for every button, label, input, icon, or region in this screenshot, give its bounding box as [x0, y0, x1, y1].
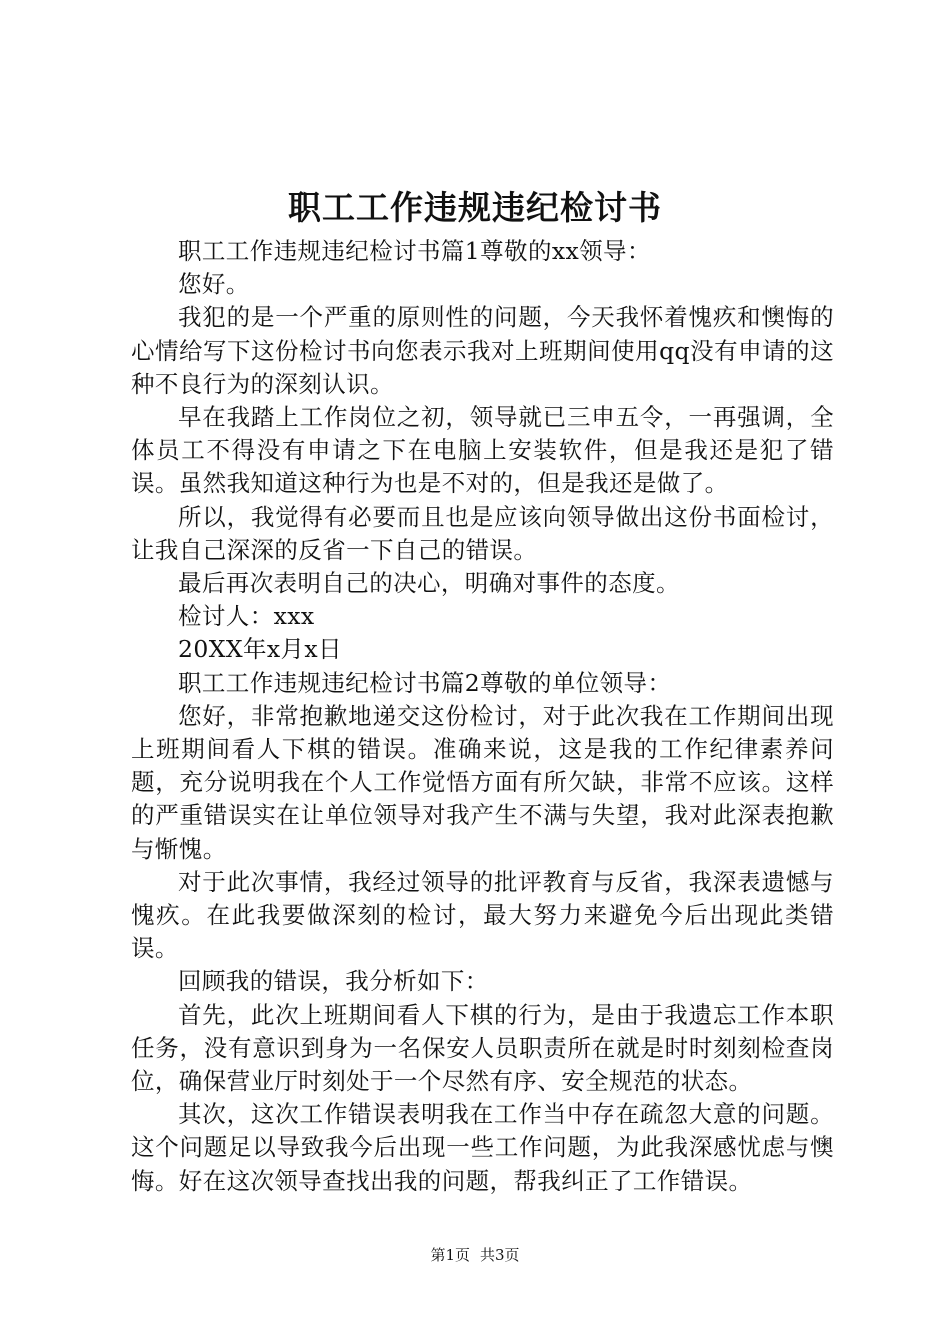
paragraph-14: 其次，这次工作错误表明我在工作当中存在疏忽大意的问题。这个问题足以导致我今后出现一些工作问题，为此我深感忧虑与懊悔。好在这次领导查找出我的问题，帮我纠正了工作错误。	[131, 1100, 834, 1195]
date-line: 20XX年x月x日	[178, 635, 342, 664]
paragraph-4: 早在我踏上工作岗位之初，领导就已三申五令，一再强调，全体员工不得没有申请之下在电脑上安装软件，但是我还是犯了错误。虽然我知道这种行为也是不对的，但是我还是做了。	[131, 403, 834, 498]
paragraph-5: 所以，我觉得有必要而且也是应该向领导做出这份书面检讨，让我自己深深的反省一下自己的错误。	[131, 502, 834, 564]
page-number: 第1页	[430, 1246, 470, 1264]
signature-line: 检讨人：xxx	[178, 602, 315, 631]
page-total: 共3页	[480, 1246, 520, 1264]
paragraph-11: 对于此次事情，我经过领导的批评教育与反省，我深表遗憾与愧疚。在此我要做深刻的检讨，最大努力来避免今后出现此类错误。	[131, 867, 834, 963]
paragraph-13: 首先，此次上班期间看人下棋的行为，是由于我遗忘工作本职任务，没有意识到身为一名保安人员职责所在就是时时刻刻检查岗位，确保营业厅时刻处于一个尽然有序、安全规范的状态。	[131, 1000, 834, 1096]
paragraph-9: 职工工作违规违纪检讨书篇2尊敬的单位领导：	[178, 668, 672, 697]
paragraph-2: 您好。	[178, 270, 250, 299]
document-title: 职工工作违规违纪检讨书	[288, 188, 662, 227]
paragraph-1: 职工工作违规违纪检讨书篇1尊敬的xx领导：	[178, 237, 651, 265]
document-body	[131, 235, 834, 1198]
paragraph-3: 我犯的是一个严重的原则性的问题，今天我怀着愧疚和懊悔的心情给写下这份检讨书向您表示我对上班期间使用qq没有申请的这种不良行为的深刻认识。	[131, 303, 834, 398]
paragraph-6: 最后再次表明自己的决心，明确对事件的态度。	[178, 569, 680, 598]
page-footer	[0, 1244, 950, 1266]
paragraph-10: 您好，非常抱歉地递交这份检讨，对于此次我在工作期间出现上班期间看人下棋的错误。准确来说，这是我的工作纪律素养问题，充分说明我在个人工作觉悟方面有所欠缺，非常不应该。这样的严重错误实在让单位领导对我产生不满与失望，我对此深表抱歉与惭愧。	[131, 701, 834, 863]
paragraph-12: 回顾我的错误，我分析如下：	[178, 967, 489, 996]
